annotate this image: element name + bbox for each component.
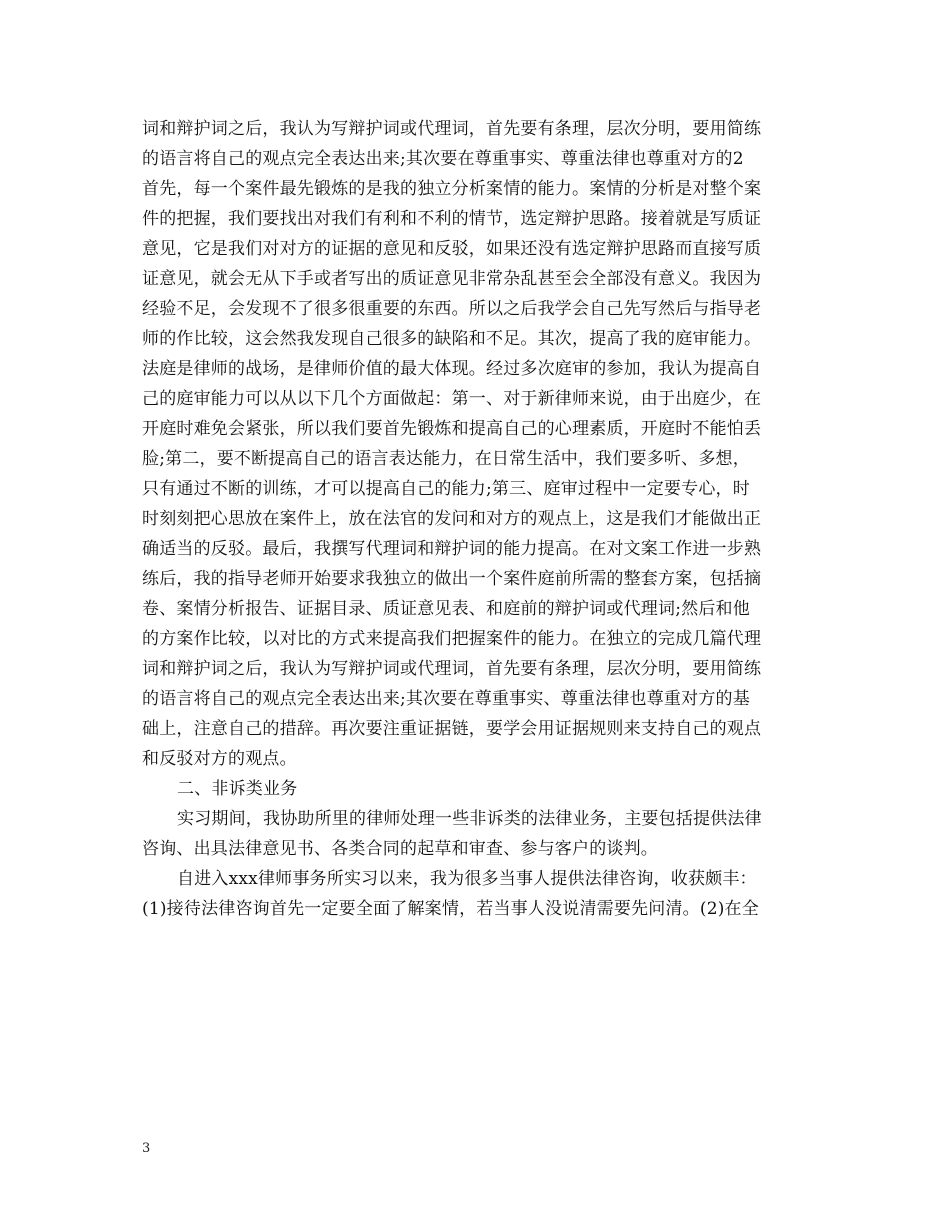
text-line: 词和辩护词之后，我认为写辩护词或代理词，首先要有条理，层次分明，要用简练 <box>142 659 762 679</box>
text-line: 的语言将自己的观点完全表达出来;其次要在尊重事实、尊重法律也尊重对方的2 <box>142 149 744 169</box>
text-line: 脸;第二，要不断提高自己的语言表达能力，在日常生活中，我们要多听、多想， <box>142 449 750 469</box>
text-line: 经验不足，会发现不了很多很重要的东西。所以之后我学会自己先写然后与指导老 <box>142 299 762 319</box>
text-line: 证意见，就会无从下手或者写出的质证意见非常杂乱甚至会全部没有意义。我因为 <box>142 269 762 289</box>
text-line: 实习期间，我协助所里的律师处理一些非诉类的法律业务，主要包括提供法律 <box>177 809 762 829</box>
text-line: 时刻刻把心思放在案件上，放在法官的发问和对方的观点上，这是我们才能做出正 <box>142 509 762 529</box>
text-line: 己的庭审能力可以从以下几个方面做起：第一、对于新律师来说，由于出庭少，在 <box>142 389 762 409</box>
text-line: 词和辩护词之后，我认为写辩护词或代理词，首先要有条理，层次分明，要用简练 <box>142 119 762 139</box>
section-heading: 二、非诉类业务 <box>177 779 298 799</box>
text-line: 卷、案情分析报告、证据目录、质证意见表、和庭前的辩护词或代理词;然后和他 <box>142 599 750 619</box>
text-line: 首先，每一个案件最先锻炼的是我的独立分析案情的能力。案情的分析是对整个案 <box>142 179 762 199</box>
text-line: 础上，注意自己的措辞。再次要注重证据链，要学会用证据规则来支持自己的观点 <box>142 719 762 739</box>
text-line: 件的把握，我们要找出对我们有利和不利的情节，选定辩护思路。接着就是写质证 <box>142 209 762 229</box>
text-line: 开庭时难免会紧张，所以我们要首先锻炼和提高自己的心理素质，开庭时不能怕丢 <box>142 419 762 439</box>
text-line: 练后，我的指导老师开始要求我独立的做出一个案件庭前所需的整套方案，包括摘 <box>142 569 762 589</box>
text-line: 的语言将自己的观点完全表达出来;其次要在尊重事实、尊重法律也尊重对方的基 <box>142 689 750 709</box>
text-line: 只有通过不断的训练，才可以提高自己的能力;第三、庭审过程中一定要专心，时 <box>142 479 750 499</box>
text-line: 咨询、出具法律意见书、各类合同的起草和审查、参与客户的谈判。 <box>142 839 658 859</box>
document-body <box>142 114 812 924</box>
text-line: 的方案作比较，以对比的方式来提高我们把握案件的能力。在独立的完成几篇代理 <box>142 629 762 649</box>
text-line: 法庭是律师的战场，是律师价值的最大体现。经过多次庭审的参加，我认为提高自 <box>142 359 762 379</box>
page-number: 3 <box>142 1141 151 1156</box>
text-line: 师的作比较，这会然我发现自己很多的缺陷和不足。其次，提高了我的庭审能力。 <box>142 329 762 349</box>
text-line: 自进入xxx律师事务所实习以来，我为很多当事人提供法律咨询，收获颇丰： <box>177 869 757 889</box>
text-line: 和反驳对方的观点。 <box>142 749 297 769</box>
text-line: 确适当的反驳。最后，我撰写代理词和辩护词的能力提高。在对文案工作进一步熟 <box>142 539 762 559</box>
text-line: (1)接待法律咨询首先一定要全面了解案情，若当事人没说清需要先问清。(2)在全 <box>142 899 759 919</box>
text-line: 意见，它是我们对对方的证据的意见和反驳，如果还没有选定辩护思路而直接写质 <box>142 239 762 259</box>
